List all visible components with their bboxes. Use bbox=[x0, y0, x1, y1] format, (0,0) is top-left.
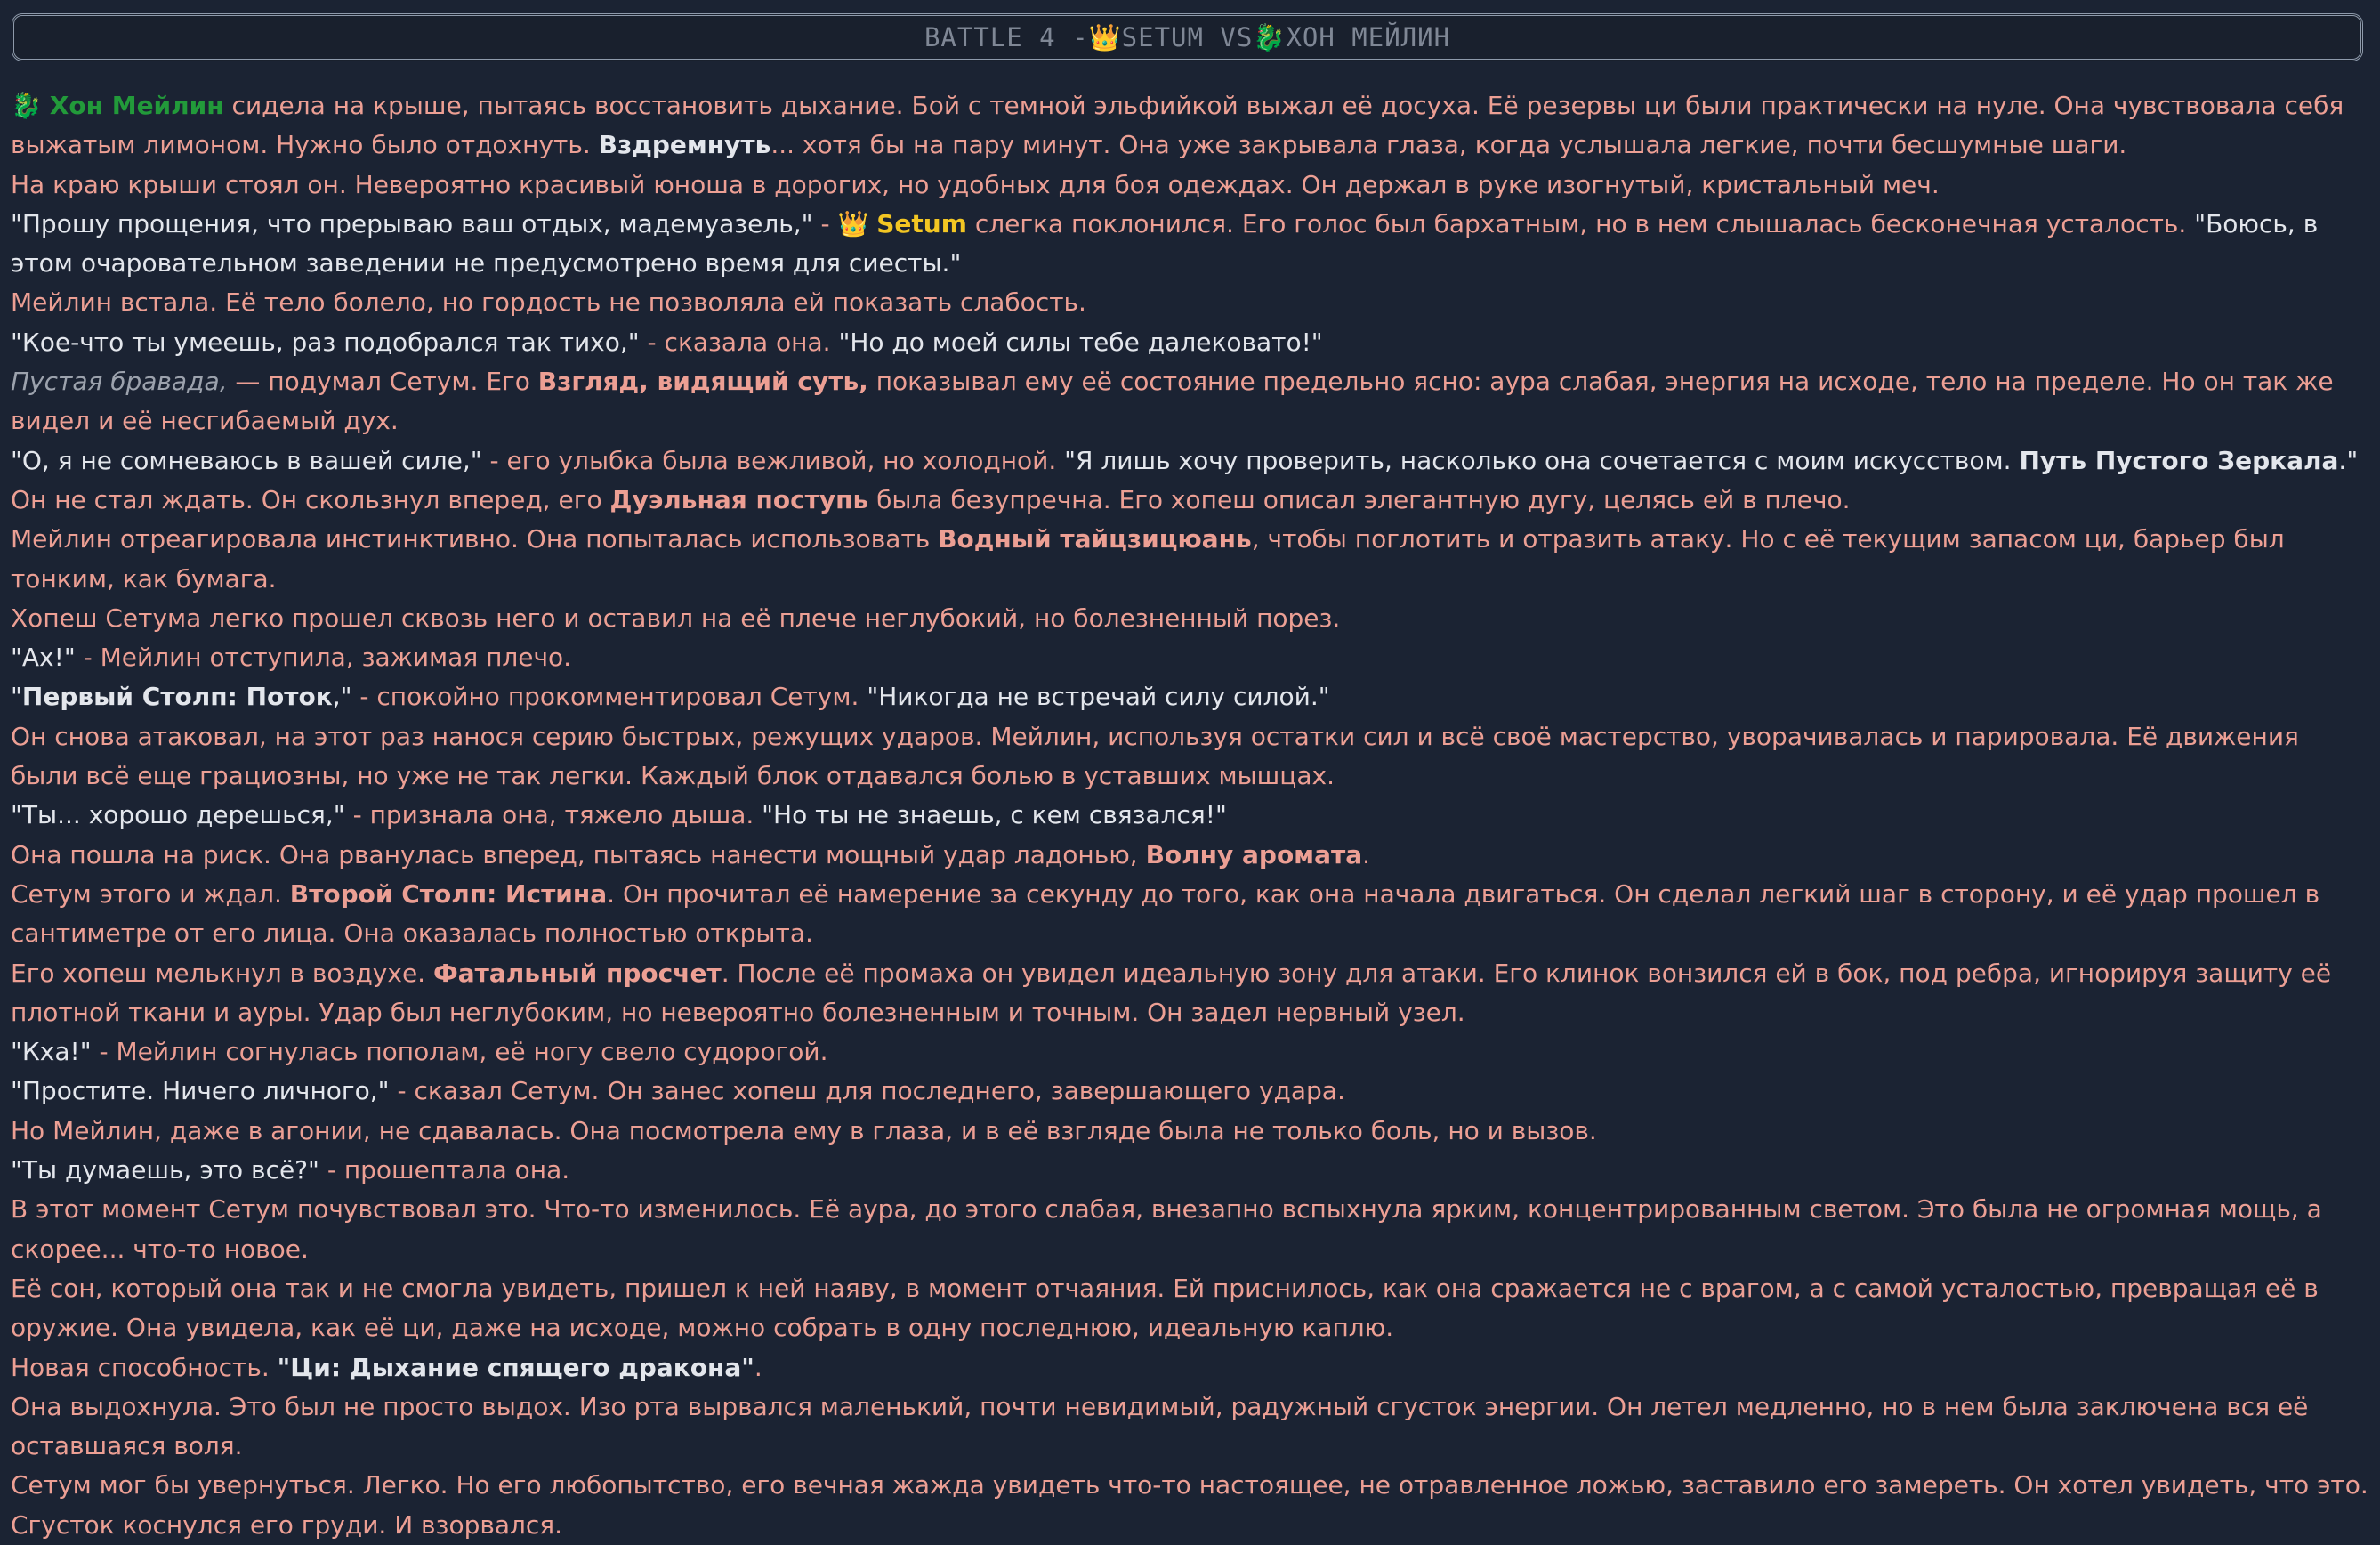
story-paragraph bbox=[11, 166, 2368, 205]
technique-name: Первый Столп: Поток bbox=[21, 682, 333, 712]
story-text: Он снова атаковал, на этот раз нанося серию быстрых, режущих ударов. Мейлин, используя остатки сил и всё своё мастерство, уворачивалась и парировала. Её движения были всё еще грациозны, но уже не так легки. Каждый блок отдавался болью в уставших мышцах. bbox=[11, 721, 2299, 791]
story-text: "Простите. Ничего личного," bbox=[11, 1076, 390, 1106]
story-text: Его хопеш мелькнул в воздухе. bbox=[11, 958, 433, 988]
story-text: Она выдохнула. Это был не просто выдох. Изо рта вырвался маленький, почти невидимый, радужный сгусток энергии. Он летел медленно, но в нем была заключена вся её оставшаяся воля. bbox=[11, 1391, 2309, 1461]
story-paragraph bbox=[11, 205, 2368, 284]
story-text: - Мейлин отступила, зажимая плечо. bbox=[75, 643, 572, 673]
story-paragraph bbox=[11, 362, 2368, 441]
technique-name: Путь Пустого Зеркала bbox=[2019, 445, 2339, 475]
story-text: — подумал Сетум. Его bbox=[227, 367, 538, 397]
story-log bbox=[11, 86, 2368, 1545]
story-text bbox=[868, 209, 876, 239]
story-text: Сетум этого и ждал. bbox=[11, 878, 290, 909]
dragon-icon: 🐉 bbox=[1253, 21, 1287, 53]
story-paragraph bbox=[11, 677, 2368, 716]
story-paragraph bbox=[11, 1466, 2368, 1505]
story-paragraph bbox=[11, 836, 2368, 875]
dragon-icon: 🐉 bbox=[11, 91, 42, 120]
story-text: "Ты думаешь, это всё?" bbox=[11, 1155, 319, 1185]
technique-name: Фатальный просчет bbox=[432, 958, 722, 988]
story-paragraph bbox=[11, 1348, 2368, 1387]
story-paragraph bbox=[11, 1151, 2368, 1190]
story-paragraph bbox=[11, 1072, 2368, 1111]
story-text: "Но до моей силы тебе далековато!" bbox=[838, 327, 1323, 357]
technique-name: Взгляд, видящий суть, bbox=[537, 367, 868, 397]
technique-name: "Ци: Дыхание спящего дракона" bbox=[277, 1352, 754, 1382]
story-text: В этот момент Сетум почувствовал это. Что-то изменилось. Её аура, до этого слабая, внезапно вспыхнула ярким, концентрированным светом. Это была не огромная мощь, а скорее... что-то новое. bbox=[11, 1194, 2322, 1264]
fighter-right: ХОН МЕЙЛИН bbox=[1286, 22, 1451, 53]
story-text: . bbox=[1362, 839, 1370, 870]
fighter-left-vs: SETUM VS bbox=[1121, 22, 1254, 53]
story-text: "Ты... хорошо дерешься," bbox=[11, 800, 345, 830]
story-text: сидела на крыше, пытаясь восстановить дыхание. Бой с темной эльфийкой выжал её досуха. Её резервы ци были практически на нуле. Она чувствовала себя выжатым лимоном. Нужно было отдохнуть. bbox=[11, 91, 2344, 160]
story-paragraph bbox=[11, 441, 2368, 481]
story-text: была безупречна. Его хопеш описал элегантную дугу, целясь ей в плечо. bbox=[868, 484, 1851, 514]
story-text: , чтобы поглотить и отразить атаку. Но с её текущим запасом ци, барьер был тонким, как бумага. bbox=[11, 524, 2285, 594]
story-text: . bbox=[754, 1352, 762, 1382]
story-paragraph bbox=[11, 1506, 2368, 1545]
technique-name: Водный тайцзицюань bbox=[938, 524, 1252, 554]
story-paragraph bbox=[11, 599, 2368, 638]
story-text: На краю крыши стоял он. Невероятно красивый юноша в дорогих, но удобных для боя одеждах. Он держал в руке изогнутый, кристальный меч. bbox=[11, 169, 1940, 199]
story-text: Сетум мог бы увернуться. Легко. Но его любопытство, его вечная жажда увидеть что-то настоящее, не отравленное ложью, заставило его замереть. Он хотел увидеть, что это. bbox=[11, 1470, 2368, 1501]
story-text: "Я лишь хочу проверить, насколько она сочетается с моим искусством. bbox=[1064, 445, 2020, 475]
story-text: "Никогда не встречай силу силой." bbox=[867, 682, 1330, 712]
story-paragraph bbox=[11, 481, 2368, 520]
story-text: - Мейлин согнулась пополам, её ногу свело судорогой. bbox=[91, 1037, 828, 1067]
story-text: Её сон, который она так и не смогла увидеть, пришел к ней наяву, в момент отчаяния. Ей приснилось, как она сражается не с врагом, а с самой усталостью, превращая её в оружие. Она увидела, как её ци, даже на исходе, можно собрать в одну последнюю, идеальную каплю. bbox=[11, 1273, 2319, 1343]
story-text: Но Мейлин, даже в агонии, не сдавалась. Она посмотрела ему в глаза, и в её взгляде была не только боль, но и вызов. bbox=[11, 1115, 1597, 1145]
story-text: - сказал Сетум. Он занес хопеш для последнего, завершающего удара. bbox=[389, 1076, 1345, 1106]
story-text: . Он прочитал её намерение за секунду до того, как она начала двигаться. Он сделал легкий шаг в сторону, и её удар прошел в сантиметре от его лица. Она оказалась полностью открыта. bbox=[11, 878, 2320, 949]
story-paragraph bbox=[11, 954, 2368, 1033]
story-paragraph bbox=[11, 283, 2368, 322]
story-paragraph bbox=[11, 520, 2368, 599]
story-paragraph bbox=[11, 1112, 2368, 1151]
story-text bbox=[42, 91, 50, 120]
technique-name: Волну аромата bbox=[1145, 839, 1363, 870]
story-paragraph bbox=[11, 638, 2368, 677]
story-paragraph bbox=[11, 1387, 2368, 1467]
story-text: Сгусток коснулся его груди. И взорвался. bbox=[11, 1509, 563, 1540]
story-paragraph bbox=[11, 1269, 2368, 1348]
story-text: Она пошла на риск. Она рванулась вперед, пытаясь нанести мощный удар ладонью, bbox=[11, 839, 1146, 870]
crown-icon: 👑 bbox=[1088, 21, 1122, 53]
battle-header bbox=[12, 13, 2363, 61]
story-text: ," bbox=[332, 682, 352, 712]
story-text: "Ах!" bbox=[11, 643, 76, 673]
story-text: - bbox=[812, 208, 838, 239]
story-text: "Кха!" bbox=[11, 1037, 92, 1067]
story-text: показывал ему её состояние предельно ясно: аура слабая, энергия на исходе, тело на пределе. Но он так же видел и её несгибаемый дух. bbox=[11, 367, 2334, 436]
story-paragraph bbox=[11, 86, 2368, 166]
character-name-hon-meilin: Хон Мейлин bbox=[49, 91, 224, 120]
battle-number: BATTLE 4 - bbox=[924, 22, 1089, 53]
story-paragraph bbox=[11, 323, 2368, 362]
crown-icon: 👑 bbox=[837, 208, 869, 239]
story-text: Пустая бравада, bbox=[11, 367, 228, 397]
story-text: . После её промаха он увидел идеальную зону для атаки. Его клинок вонзился ей в бок, под ребра, игнорируя защиту её плотной ткани и ауры. Удар был неглубоким, но невероятно болезненным и точным. Он задел нервный узел. bbox=[11, 958, 2332, 1027]
story-text: "Но ты не знаешь, с кем связался!" bbox=[762, 800, 1227, 830]
story-paragraph bbox=[11, 875, 2368, 954]
technique-name: Дуэльная поступь bbox=[609, 484, 869, 514]
story-paragraph bbox=[11, 1190, 2368, 1269]
story-text: " bbox=[11, 682, 22, 712]
story-text: "Кое-что ты умеешь, раз подобрался так тихо," bbox=[11, 327, 640, 357]
story-text: "О, я не сомневаюсь в вашей силе," bbox=[11, 445, 482, 475]
story-text: Хопеш Сетума легко прошел сквозь него и оставил на её плече неглубокий, но болезненный порез. bbox=[11, 603, 1341, 633]
story-text: Он не стал ждать. Он скользнул вперед, его bbox=[11, 484, 610, 514]
story-text: слегка поклонился. Его голос был бархатным, но в нем слышалась бесконечная усталость. bbox=[966, 208, 2195, 239]
story-text: ." bbox=[2338, 445, 2359, 475]
story-paragraph bbox=[11, 717, 2368, 797]
story-text: - спокойно прокомментировал Сетум. bbox=[351, 682, 867, 712]
technique-name: Вздремнуть bbox=[598, 130, 771, 160]
story-text: - признала она, тяжело дыша. bbox=[344, 800, 762, 830]
story-text: Новая способность. bbox=[11, 1352, 278, 1382]
story-paragraph bbox=[11, 796, 2368, 835]
story-text: - прошептала она. bbox=[319, 1155, 570, 1185]
technique-name: Второй Столп: Истина bbox=[289, 878, 608, 909]
story-text: - его улыбка была вежливой, но холодной. bbox=[481, 445, 1065, 475]
story-text: Мейлин отреагировала инстинктивно. Она попыталась использовать bbox=[11, 524, 939, 554]
story-text: - сказала она. bbox=[639, 327, 839, 357]
story-text: Мейлин встала. Её тело болело, но гордость не позволяла ей показать слабость. bbox=[11, 287, 1086, 318]
story-paragraph bbox=[11, 1032, 2368, 1072]
character-name-setum: Setum bbox=[876, 208, 967, 239]
story-text: ... хотя бы на пару минут. Она уже закрывала глаза, когда услышала легкие, почти бесшумные шаги. bbox=[770, 130, 2127, 160]
story-text: "Прошу прощения, что прерываю ваш отдых, мадемуазель," bbox=[11, 208, 813, 239]
story-text: "Боюсь, в этом очаровательном заведении не предусмотрено время для сиесты." bbox=[11, 208, 2319, 279]
